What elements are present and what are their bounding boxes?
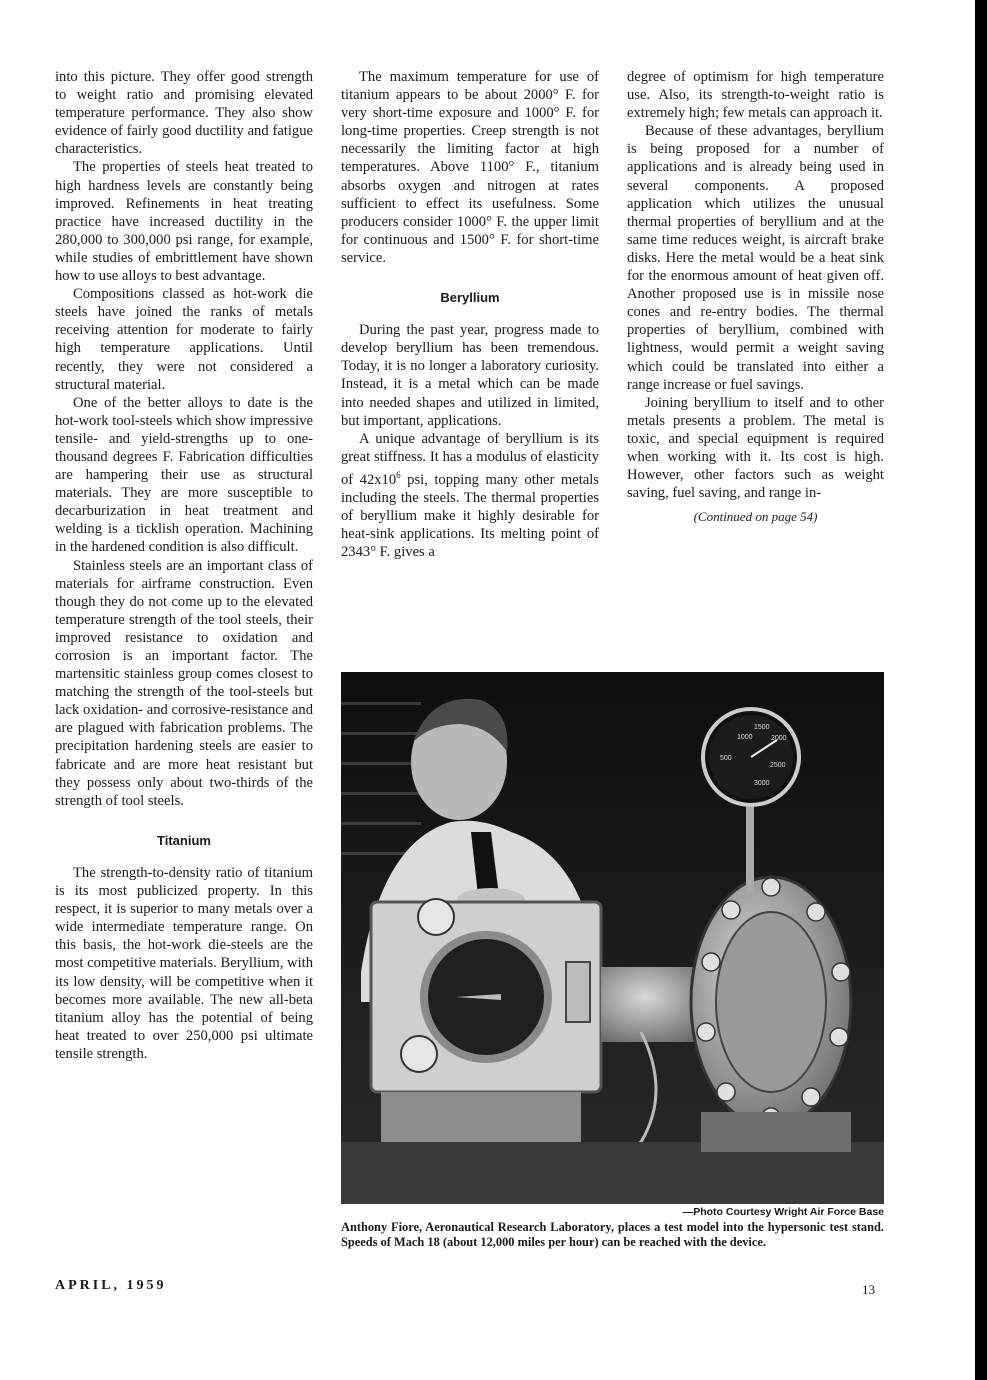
text-column-3	[627, 68, 884, 526]
paragraph: Stainless steels are an important class of materials for airframe construction. Even though they do not come up to the elevated temperature strength of the tool steels, their improved resistance to oxidation and corrosion is an important factor. The martensitic stainless group comes closest to matching the strength of the tool-steels but lack oxidation- and corrosive-resistance and are plagued with fabrication problems. The precipitation hardening steels are easier to fabricate and are more heat resistant but they possess only about two-thirds of the strength of tool steels.	[55, 557, 313, 809]
page-number: 13	[862, 1282, 875, 1297]
paragraph: Compositions classed as hot-work die steels have joined the ranks of metals receiving attention for moderate to fairly high temperature applications. Until recently, they were not considered a structural material.	[55, 286, 313, 393]
paragraph: The properties of steels heat treated to high hardness levels are constantly being improved. Refinements in heat treating practice have increased ductility in the 280,000 to 300,000 psi range, for example, while studies of embrittlement have shown how to use alloys to best advantage.	[55, 159, 313, 285]
text-column-1	[55, 68, 313, 1063]
paragraph: into this picture. They offer good strength to weight ratio and promising elevated temperature performance. They also show evidence of fairly good ductility and fatigue characteristics.	[55, 69, 313, 158]
paragraph: Joining beryllium to itself and to other metals presents a problem. The metal is toxic, and special equipment is required when working with it. Its cost is high. However, other factors such as weight saving, fuel saving, and range in-	[627, 394, 884, 502]
photo-hypersonic-test-stand	[341, 672, 884, 1204]
scan-edge-bar	[975, 0, 987, 1380]
gauge-tick-label: 3000	[754, 780, 770, 787]
paragraph: One of the better alloys to date is the hot-work tool-steels which show impressive tensile- and yield-strengths up to one-thousand degrees F. Fabrication difficulties are hampering their use as structural materials. They are more susceptible to decarburization in heat treatment and welding is a ticklish operation. Machining in the hardened condition is also difficult.	[55, 394, 313, 556]
section-heading-titanium: Titanium	[157, 832, 211, 848]
paragraph: Because of these advantages, beryllium is being proposed for a number of applications and is already being used in several components. A proposed application which utilizes the unusual thermal properties of beryllium and at the same time reduces weight, is aircraft brake disks. Here the metal would be a heat sink for the enormous amount of heat given off. Another proposed use is in missile nose cones and re-entry bodies. The thermal properties of beryllium, combined with lightness, would permit a weight saving which could be translated into either a range increase or fuel savings.	[627, 123, 884, 393]
continued-note: (Continued on page 54)	[693, 509, 818, 525]
photo-credit: —Photo Courtesy Wright Air Force Base	[682, 1206, 884, 1218]
paragraph: degree of optimism for high temperature use. Also, its strength-to-weight ratio is extremely high; few metals can approach it.	[627, 69, 884, 122]
photo-caption: Anthony Fiore, Aeronautical Research Laboratory, places a test model into the hypersonic test stand. Speeds of Mach 18 (about 12,000 miles per hour) can be reached with the device.	[341, 1220, 884, 1250]
issue-date: APRIL, 1959	[55, 1278, 167, 1293]
superscript: 6	[396, 469, 401, 480]
text-column-2	[341, 68, 599, 561]
paragraph: The maximum temperature for use of titanium appears to be about 2000° F. for very short-time exposure and 1000° F. for long-time properties. Creep strength is not necessarily the limiting factor at high temperatures. Above 1100° F., titanium absorbs oxygen and nitrogen at rates sufficient to effect its usefulness. Some producers consider 1000° F. the upper limit for continuous and 1500° F. for short-time service.	[341, 69, 599, 266]
pressure-gauge	[703, 709, 799, 805]
clamp-knob	[418, 899, 454, 935]
flange-support	[701, 1112, 851, 1152]
gauge-tick-label: 1500	[754, 724, 770, 731]
gauge-tick-label: 500	[720, 755, 732, 762]
text-run: A unique advantage of beryllium is its great stiffness. It has a modulus of elasticity of 42x10	[341, 430, 599, 488]
paragraph	[341, 430, 599, 562]
gauge-tick-label: 2000	[771, 735, 787, 742]
stand-base	[381, 1092, 581, 1142]
gauge-tick-label: 1000	[737, 734, 753, 741]
clamp-knob	[401, 1036, 437, 1072]
photo-illustration	[341, 672, 884, 1204]
gauge-tick-label: 2500	[770, 762, 786, 769]
paragraph: During the past year, progress made to develop beryllium has been tremendous. Today, it is no longer a laboratory curiosity. Instead, it is a metal which can be made into needed shapes and utilized in limited, but important, applications.	[341, 322, 599, 429]
section-heading-beryllium: Beryllium	[440, 290, 500, 306]
side-plate	[566, 962, 590, 1022]
paragraph: The strength-to-density ratio of titanium is its most publicized property. In this respect, it is superior to many metals over a wide intermediate temperature range. On this basis, the hot-work die-steels are the most competitive materials. Beryllium, with its low density, will be competitive when it becomes more available. The new all-beta titanium alloy has the potential of being heat treated to over 250,000 psi ultimate tensile strength.	[55, 864, 313, 1062]
flange-inner	[716, 912, 826, 1092]
text-run: psi, topping many other metals including the steels. The thermal properties of beryllium make it highly desirable for heat-sink applications. Its melting point of 2343° F. gives a	[341, 471, 599, 561]
